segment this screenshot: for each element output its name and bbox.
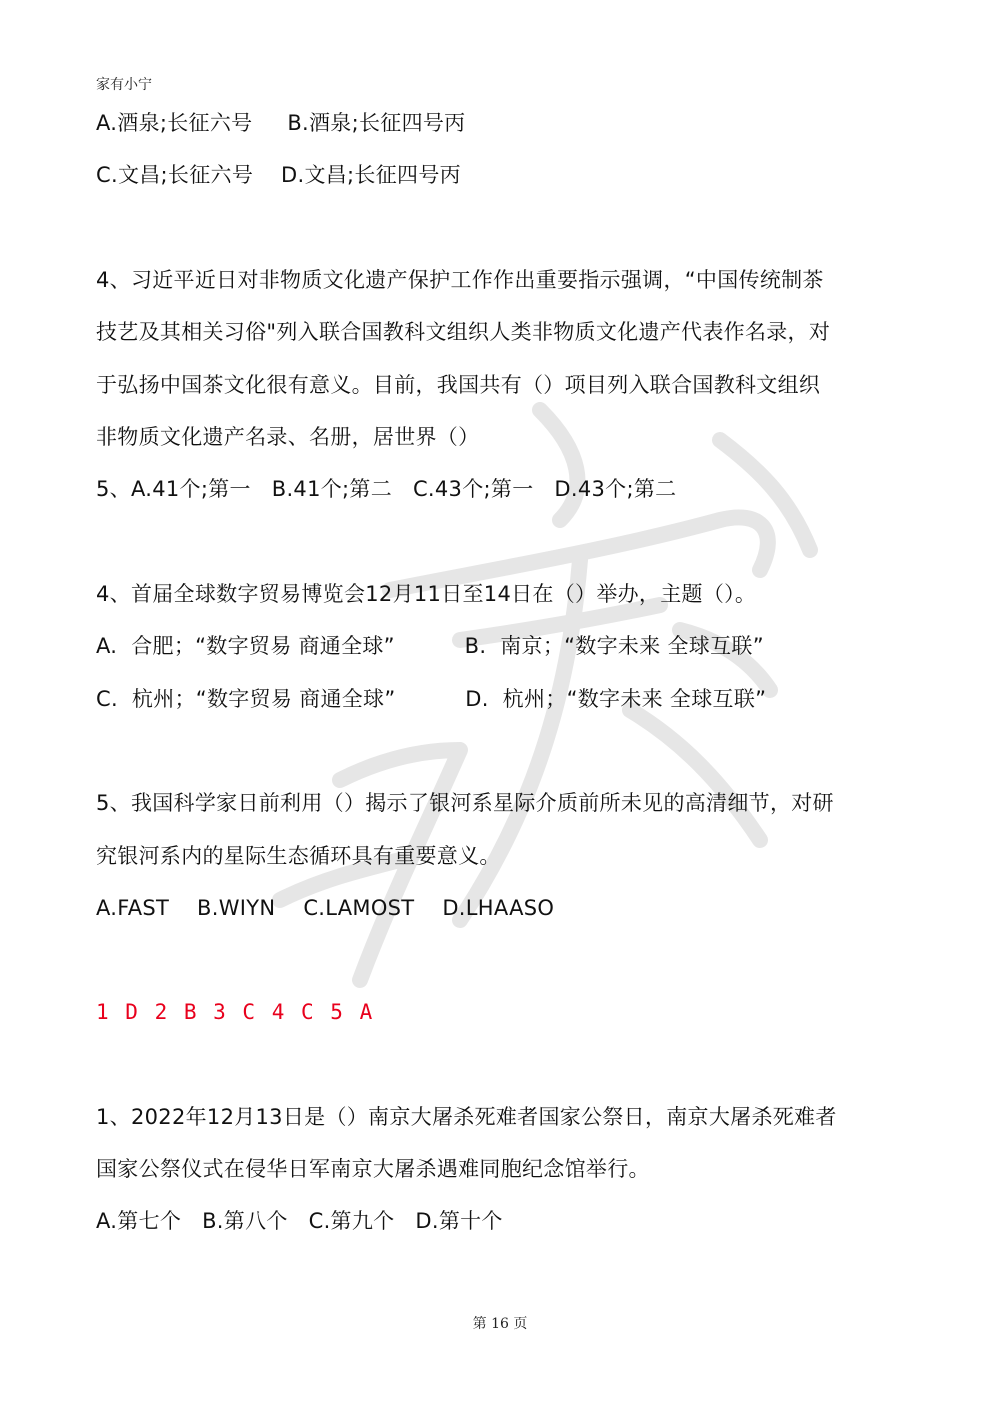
page-header: 家有小宁 (96, 77, 152, 93)
page-number: 第 16 页 (472, 1316, 528, 1332)
answer-key: 1 D 2 B 3 C 4 C 5 A (96, 1000, 375, 1024)
q4-text-line1: 4、习近平近日对非物质文化遗产保护工作作出重要指示强调，“中国传统制茶 (96, 268, 824, 292)
q3-options-row2: C.文昌;长征六号 D.文昌;长征四号丙 (96, 163, 461, 187)
q5-options: A.FAST B.WIYN C.LAMOST D.LHAASO (96, 896, 555, 920)
q1-text-line2: 国家公祭仪式在侵华日军南京大屠杀遇难同胞纪念馆举行。 (96, 1157, 650, 1181)
q4-options: 5、A.41个;第一 B.41个;第二 C.43个;第一 D.43个;第二 (96, 477, 677, 501)
q4-text-line2: 技艺及其相关习俗"列入联合国教科文组织人类非物质文化遗产代表作名录，对 (96, 320, 831, 344)
q4b-text: 4、首届全球数字贸易博览会12月11日至14日在（）举办，主题（）。 (96, 582, 757, 606)
q4-text-line3: 于弘扬中国茶文化很有意义。目前，我国共有（）项目列入联合国教科文组织 (96, 373, 821, 397)
q5-text-line2: 究银河系内的星际生态循环具有重要意义。 (96, 844, 501, 868)
q5-text-line1: 5、我国科学家日前利用（）揭示了银河系星际介质前所未见的高清细节，对研 (96, 791, 834, 815)
q4-text-line4: 非物质文化遗产名录、名册，居世界（） (96, 425, 480, 449)
q3-options-row1: A.酒泉;长征六号 B.酒泉;长征四号丙 (96, 111, 466, 135)
q4b-options-row1: A. 合肥；“数字贸易 商通全球” B. 南京；“数字未来 全球互联” (96, 634, 764, 658)
q1-options: A.第七个 B.第八个 C.第九个 D.第十个 (96, 1209, 503, 1233)
q4b-options-row2: C. 杭州；“数字贸易 商通全球” D. 杭州；“数字未来 全球互联” (96, 687, 767, 711)
q1-text-line1: 1、2022年12月13日是（）南京大屠杀死难者国家公祭日，南京大屠杀死难者 (96, 1105, 837, 1129)
